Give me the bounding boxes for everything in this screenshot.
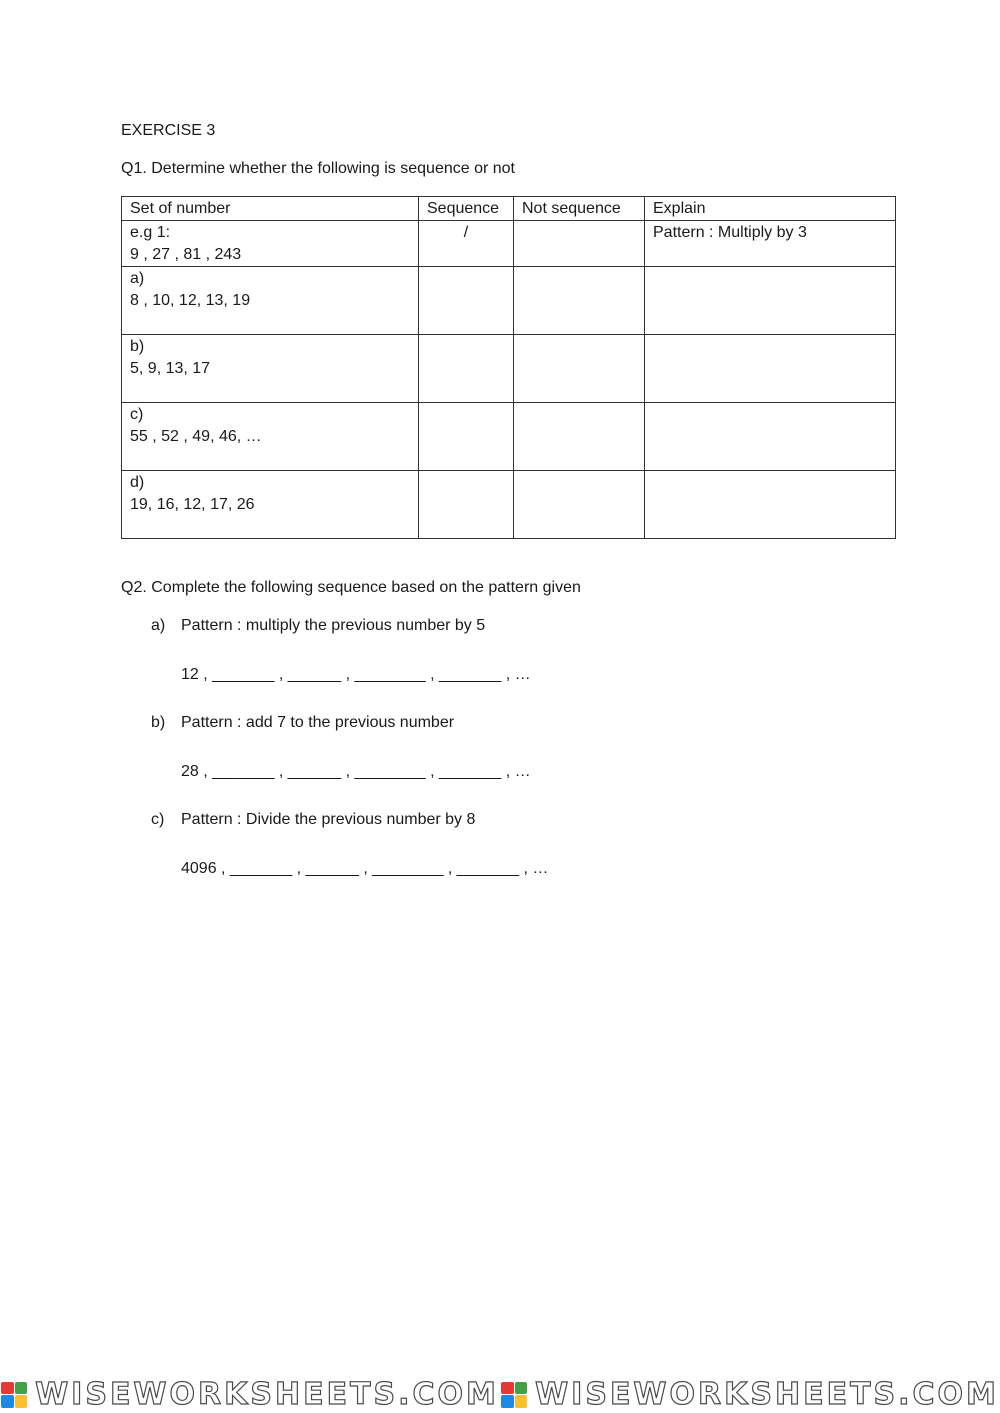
sequence-answer-cell[interactable] xyxy=(419,335,514,403)
explain-answer-cell[interactable] xyxy=(645,471,896,539)
example-sequence-mark: / xyxy=(419,221,514,267)
explain-answer-cell[interactable] xyxy=(645,335,896,403)
q2-item-a-pattern xyxy=(151,617,485,635)
watermark-text: WISEWORKSHEETS.COM xyxy=(35,1377,499,1412)
sequence-answer-cell[interactable] xyxy=(419,267,514,335)
q2-prompt: Q2. Complete the following sequence based on the pattern given xyxy=(121,579,581,596)
example-row xyxy=(122,221,896,267)
row-label: d) xyxy=(130,474,145,491)
row-label: a) xyxy=(130,270,145,287)
logo-square xyxy=(15,1395,28,1408)
set-cell xyxy=(122,267,419,335)
row-numbers: 5, 9, 13, 17 xyxy=(130,360,211,377)
example-not-sequence-cell xyxy=(514,221,645,267)
q2-item-pattern: Pattern : Divide the previous number by 8 xyxy=(181,811,476,828)
row-numbers: 8 , 10, 12, 13, 19 xyxy=(130,292,251,309)
header-explain: Explain xyxy=(645,197,896,221)
example-numbers: 9 , 27 , 81 , 243 xyxy=(130,246,242,263)
set-cell xyxy=(122,403,419,471)
logo-square xyxy=(1,1382,14,1395)
wise-logo-icon xyxy=(1,1382,27,1408)
wise-logo-icon xyxy=(501,1382,527,1408)
not-sequence-answer-cell[interactable] xyxy=(514,335,645,403)
q2-item-c-sequence[interactable]: 4096 , _______ , ______ , ________ , _______ , … xyxy=(181,860,549,877)
example-set-cell xyxy=(122,221,419,267)
q2-item-b-sequence[interactable]: 28 , _______ , ______ , ________ , _______ , … xyxy=(181,763,531,780)
row-numbers: 55 , 52 , 49, 46, … xyxy=(130,428,262,445)
q2-item-a-sequence[interactable]: 12 , _______ , ______ , ________ , _______ , … xyxy=(181,666,531,683)
q2-item-letter: b) xyxy=(151,714,166,731)
set-cell xyxy=(122,335,419,403)
q2-item-c-pattern xyxy=(151,811,475,829)
table-row xyxy=(122,403,896,471)
row-numbers: 19, 16, 12, 17, 26 xyxy=(130,496,255,513)
exercise-title: EXERCISE 3 xyxy=(121,122,216,139)
watermark-text: WISEWORKSHEETS.COM xyxy=(535,1377,999,1412)
q2-item-letter: c) xyxy=(151,811,165,828)
logo-square xyxy=(501,1382,514,1395)
logo-square xyxy=(15,1382,28,1395)
not-sequence-answer-cell[interactable] xyxy=(514,403,645,471)
watermark-footer xyxy=(0,1376,1000,1413)
not-sequence-answer-cell[interactable] xyxy=(514,267,645,335)
logo-square xyxy=(501,1395,514,1408)
explain-answer-cell[interactable] xyxy=(645,267,896,335)
explain-answer-cell[interactable] xyxy=(645,403,896,471)
q2-item-pattern: Pattern : add 7 to the previous number xyxy=(181,714,455,731)
row-label: c) xyxy=(130,406,144,423)
q1-prompt: Q1. Determine whether the following is sequence or not xyxy=(121,160,515,177)
header-set-of-number: Set of number xyxy=(122,197,419,221)
sequence-answer-cell[interactable] xyxy=(419,403,514,471)
example-label: e.g 1: xyxy=(130,224,171,241)
table-header-row xyxy=(122,197,896,221)
logo-square xyxy=(515,1395,528,1408)
watermark-block xyxy=(501,1377,999,1412)
watermark-block xyxy=(1,1377,499,1412)
row-label: b) xyxy=(130,338,145,355)
example-explain: Pattern : Multiply by 3 xyxy=(645,221,896,267)
q2-item-letter: a) xyxy=(151,617,166,634)
sequence-answer-cell[interactable] xyxy=(419,471,514,539)
table-row xyxy=(122,335,896,403)
q2-item-b-pattern xyxy=(151,714,454,732)
set-cell xyxy=(122,471,419,539)
q2-item-pattern: Pattern : multiply the previous number by 5 xyxy=(181,617,486,634)
logo-square xyxy=(515,1382,528,1395)
q1-table xyxy=(121,196,896,539)
header-sequence: Sequence xyxy=(419,197,514,221)
table-row xyxy=(122,267,896,335)
table-row xyxy=(122,471,896,539)
not-sequence-answer-cell[interactable] xyxy=(514,471,645,539)
header-not-sequence: Not sequence xyxy=(514,197,645,221)
logo-square xyxy=(1,1395,14,1408)
